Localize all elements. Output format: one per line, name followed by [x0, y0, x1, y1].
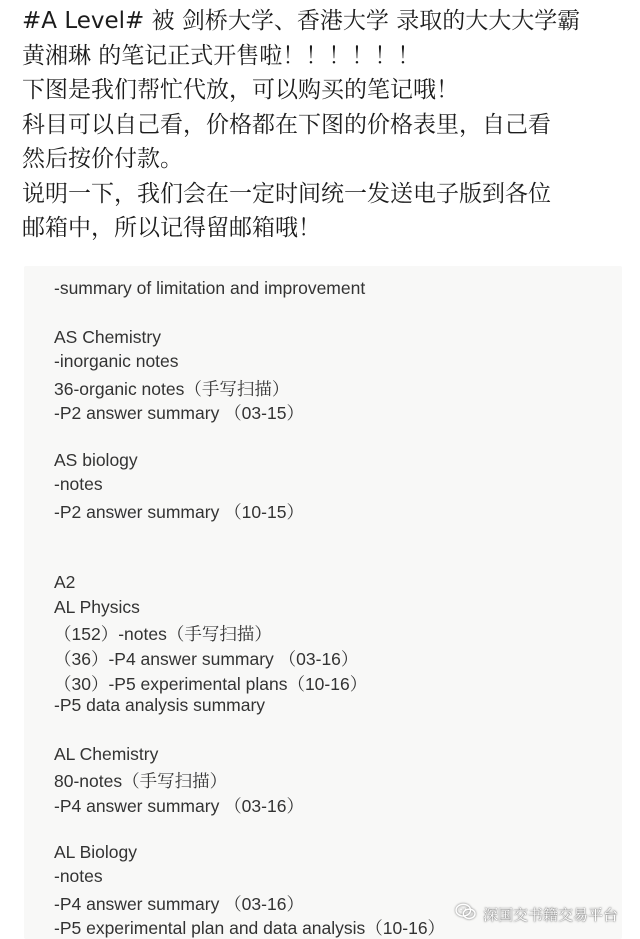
notes-line: -notes: [54, 866, 103, 886]
notes-line: -summary of limitation and improvement: [54, 278, 366, 298]
post-text: [22, 4, 632, 246]
notes-subject-heading: AL Physics: [54, 597, 140, 617]
post-line: 邮箱中，所以记得留邮箱哦！: [22, 215, 321, 241]
notes-section-heading: A2: [54, 572, 76, 592]
post-line: 下图是我们帮忙代放，可以购买的笔记哦！: [22, 77, 459, 103]
notes-line: （36）-P4 answer summary （03-16）: [54, 649, 359, 669]
notes-subject-heading: AS biology: [54, 450, 138, 470]
notes-line: -notes: [54, 474, 103, 494]
watermark: [455, 903, 618, 925]
notes-line: -P5 experimental plan and data analysis（10-16）: [54, 918, 446, 938]
notes-line: -inorganic notes: [54, 351, 179, 371]
notes-line: -P2 answer summary （10-15）: [54, 502, 304, 522]
post-line: 说明一下，我们会在一定时间统一发送电子版到各位: [22, 180, 551, 207]
watermark-text: 深国交书籍交易平台: [482, 905, 618, 924]
post-line: #A Level# 被 剑桥大学、香港大学 录取的大大大学霸: [22, 8, 581, 34]
post-line: 然后按价付款。: [22, 146, 183, 172]
notes-line: （152）-notes（手写扫描）: [54, 624, 272, 644]
notes-subject-heading: AS Chemistry: [54, 327, 161, 347]
notes-line: -P2 answer summary （03-15）: [54, 403, 304, 423]
notes-line: （30）-P5 experimental plans（10-16）: [54, 674, 368, 694]
notes-line: 36-organic notes（手写扫描）: [54, 379, 290, 399]
wechat-icon: [455, 903, 477, 925]
post-line: 黄湘琳 的笔记正式开售啦！！！！！！: [22, 42, 421, 69]
notes-line: -P4 answer summary （03-16）: [54, 796, 304, 816]
notes-line: -P4 answer summary （03-16）: [54, 894, 304, 914]
notes-subject-heading: AL Chemistry: [54, 744, 159, 764]
notes-image: [24, 266, 622, 939]
post-line: 科目可以自己看，价格都在下图的价格表里，自己看: [22, 111, 551, 138]
notes-line: -P5 data analysis summary: [54, 695, 266, 715]
notes-subject-heading: AL Biology: [54, 842, 138, 862]
notes-line: 80-notes（手写扫描）: [54, 771, 228, 791]
